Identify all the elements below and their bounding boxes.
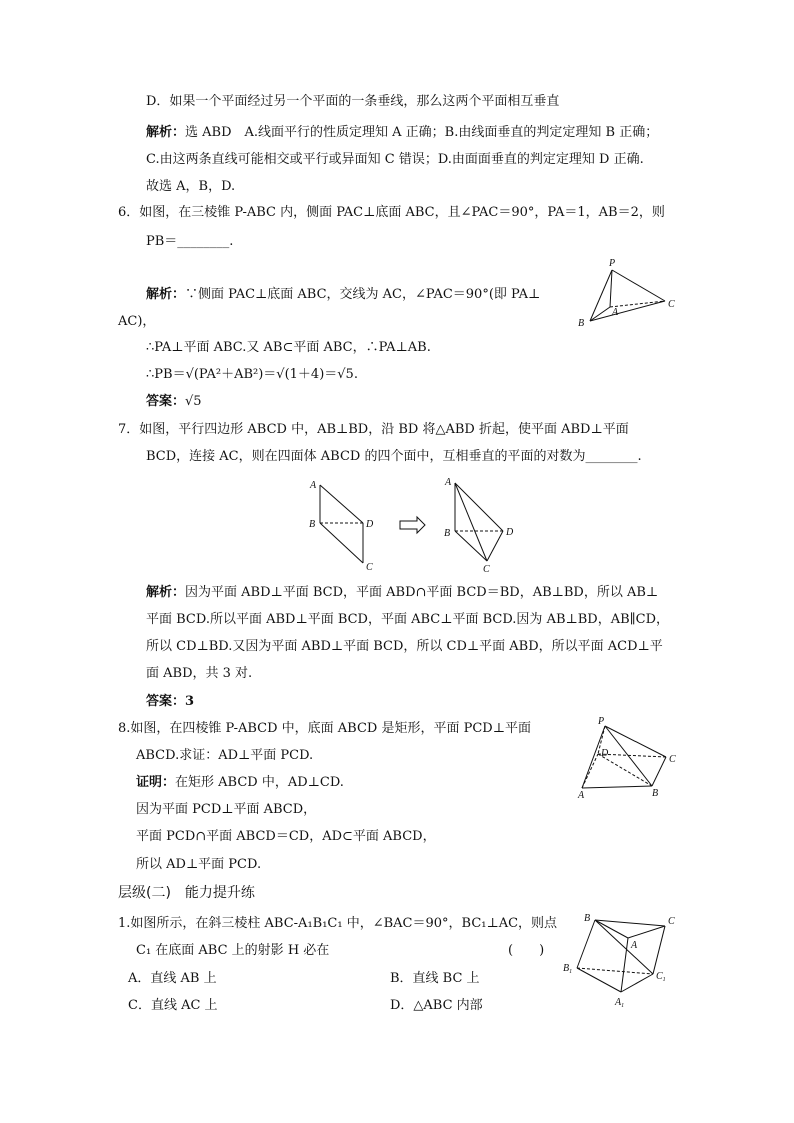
label-a1: $A_1$: [615, 997, 625, 1009]
q7-solution-line3: 所以 CD⊥BD.又因为平面 ABD⊥平面 BCD，所以 CD⊥平面 ABD，所以平面 ACD⊥平: [146, 639, 663, 654]
label-c1: $C_1$: [656, 971, 666, 983]
label-c: C: [668, 299, 675, 310]
label-c: C: [668, 916, 675, 927]
label-b: B: [578, 318, 585, 329]
label-d: D: [601, 748, 609, 759]
label-b: B: [584, 913, 591, 924]
q5-option-d: D．如果一个平面经过另一个平面的一条垂线，那么这两个平面相互垂直: [146, 94, 560, 109]
label-b: B: [652, 788, 659, 799]
q8-proof-line4: 所以 AD⊥平面 PCD.: [136, 857, 262, 872]
label-b: B: [309, 519, 316, 530]
q6-solution-line3: ∴PB＝√(PA²＋AB²)＝√(1＋4)＝√5.: [146, 367, 358, 382]
label-p: P: [609, 258, 616, 269]
section-heading: 层级(二) 能力提升练: [118, 885, 255, 901]
q6-solution-line1: [146, 285, 540, 305]
label-d-folded: D: [506, 527, 514, 538]
q8-stem-line1: 8.如图，在四棱锥 P-ABCD 中，底面 ABCD 是矩形，平面 PCD⊥平面: [118, 721, 531, 736]
q8-proof-line1: [136, 773, 344, 793]
q1-option-c: C．直线 AC 上: [128, 998, 218, 1013]
label-c: C: [366, 562, 373, 573]
q8-proof-line2: 因为平面 PCD⊥平面 ABCD，: [136, 802, 317, 817]
label-p: P: [598, 716, 605, 727]
label-a: A: [631, 940, 638, 951]
q7-stem-line1: 7．如图，平行四边形 ABCD 中，AB⊥BD，沿 BD 将△ABD 折起，使平面 ABD⊥平面: [118, 422, 629, 437]
label-c-folded: C: [483, 564, 490, 575]
q7-stem-line2: BCD，连接 AC，则在四面体 ABCD 的四个面中，互相垂直的平面的对数为________.: [146, 449, 642, 464]
q6-tetrahedron-figure: [570, 255, 685, 330]
q7-answer: [146, 692, 194, 712]
q5-solution-line2: C.由这两条直线可能相交或平行或异面知 C 错误；D.由面面垂直的判定定理知 D 正确.: [146, 152, 644, 167]
q6-answer: [146, 392, 202, 412]
q1-option-a: A．直线 AB 上: [128, 971, 217, 986]
q7-solution-line2: 平面 BCD.所以平面 ABD⊥平面 BCD，平面 ABC⊥平面 BCD.因为 AB⊥BD，AB∥CD，: [146, 612, 670, 627]
solution-text: 选 ABD A.线面平行的性质定理知 A 正确；B.由线面垂直的判定定理知 B 正确；: [185, 125, 659, 140]
q1-stem-line1: 1.如图所示，在斜三棱柱 ABC-A₁B₁C₁ 中，∠BAC＝90°，BC₁⊥AC，则点: [118, 916, 558, 931]
q7-fold-figure: [305, 475, 525, 575]
answer-value: √5: [185, 394, 202, 409]
q1-stem-line2: C₁ 在底面 ABC 上的射影 H 必在: [136, 943, 330, 958]
q1-option-b: B．直线 BC 上: [390, 971, 480, 986]
label-d: D: [366, 519, 374, 530]
q6-stem-line2: PB＝________.: [146, 234, 234, 249]
fold-arrow-icon: [400, 517, 425, 533]
solution-text: ∵侧面 PAC⊥底面 ABC，交线为 AC，∠PAC＝90°(即 PA⊥: [185, 287, 541, 302]
q1-prism-figure: [555, 908, 690, 1013]
q8-stem-line2: ABCD.求证：AD⊥平面 PCD.: [136, 748, 314, 763]
label-b1: $B_1$: [563, 963, 573, 975]
solution-label: 解析：: [146, 287, 186, 302]
q8-proof-line3: 平面 PCD∩平面 ABCD＝CD，AD⊂平面 ABCD，: [136, 829, 436, 844]
solution-label: 解析：: [146, 125, 186, 140]
q6-solution-line2: ∴PA⊥平面 ABC.又 AB⊂平面 ABC，∴PA⊥AB.: [146, 340, 431, 355]
label-a: A: [310, 480, 317, 491]
proof-label: 证明：: [136, 775, 176, 790]
q6-stem-line1: 6．如图，在三棱锥 P-ABC 内，侧面 PAC⊥底面 ABC，且∠PAC＝90°，PA＝1，AB＝2，则: [118, 205, 665, 220]
label-c: C: [669, 754, 676, 765]
answer-label: 答案：: [146, 694, 186, 709]
q5-solution-line1: [146, 123, 658, 143]
answer-label: 答案：: [146, 394, 186, 409]
q7-solution-line1: [146, 583, 658, 603]
answer-blank-parens: ( ): [508, 943, 545, 958]
solution-label: 解析：: [146, 585, 186, 600]
q8-pyramid-figure: [570, 712, 695, 800]
q7-solution-line4: 面 ABD，共 3 对.: [146, 666, 253, 681]
q6-solution-line1b: AC)，: [118, 314, 156, 329]
label-a-folded: A: [445, 477, 452, 488]
answer-value: 3: [185, 694, 195, 709]
label-a: A: [612, 307, 619, 318]
q5-solution-line3: 故选 A，B，D.: [146, 179, 236, 194]
label-b-folded: B: [444, 528, 451, 539]
q1-option-d: D．△ABC 内部: [390, 998, 483, 1013]
label-a: A: [578, 790, 585, 800]
solution-text: 因为平面 ABD⊥平面 BCD，平面 ABD∩平面 BCD＝BD，AB⊥BD，所以 AB⊥: [185, 585, 659, 600]
proof-text: 在矩形 ABCD 中，AD⊥CD.: [175, 775, 344, 790]
